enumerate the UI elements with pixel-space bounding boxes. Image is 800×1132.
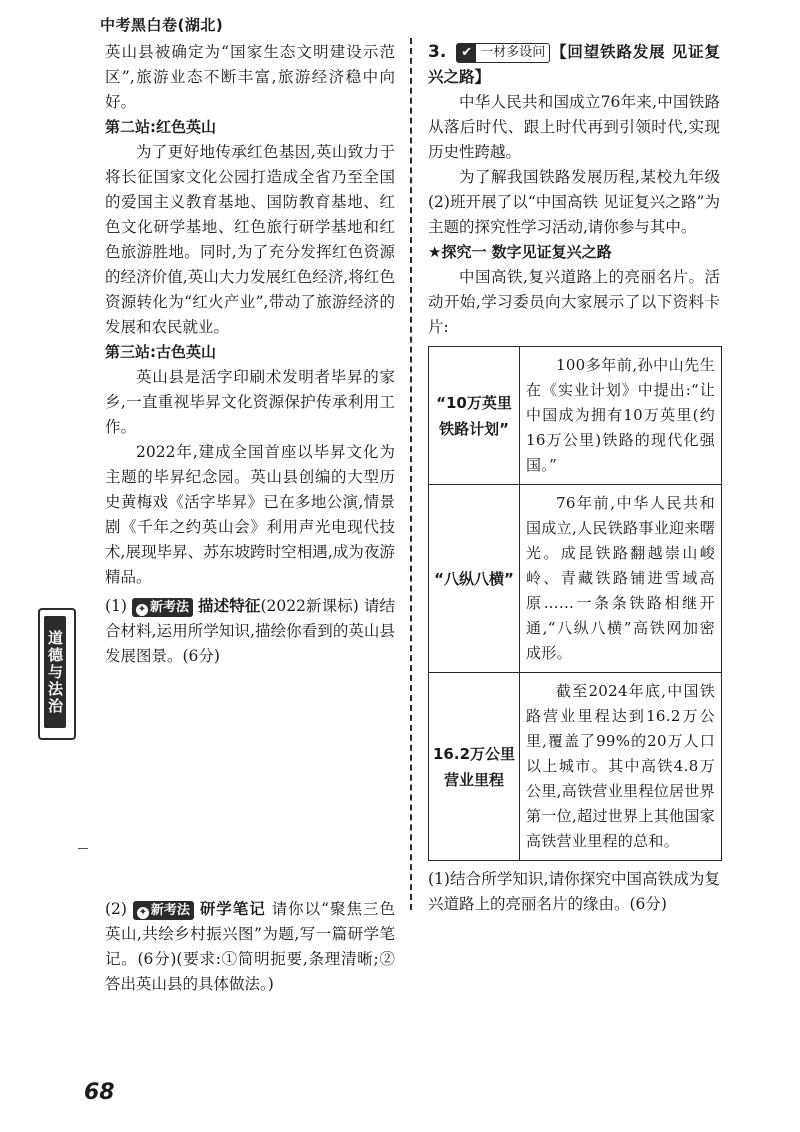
new-method-tag: ✦ 新考法	[132, 598, 193, 617]
bulb-icon: ✦	[137, 604, 147, 615]
station2-text: 为了更好地传承红色基因,英山致力于将长征国家文化公园打造成全省乃至全国的爱国主义教育基地、国防教育基地、红色文化研学基地、红色旅行研学基地和红色旅游胜地。同时,为了充分发挥红色资源的经济价值,英山大力发展红色经济,将红色资源转化为“红火产业”,带动了旅游经济的发展和农民就业。	[105, 143, 395, 336]
q3-para2: 为了解我国铁路发展历程,某校九年级(2)班开展了以“中国高铁 见证复兴之路”为主题的探究性学习活动,请你参与其中。	[428, 168, 720, 236]
card-value: 76年前,中华人民共和国成立,人民铁路事业迎来曙光。成昆铁路翻越崇山峻岭、青藏铁路铺进雪域高原……一条条铁路相继开通,“八纵八横”高铁网加密成形。	[520, 485, 722, 673]
station3-text2: 2022年,建成全国首座以毕昇文化为主题的毕昇纪念园。英山县创编的大型历史黄梅戏《活字毕昇》已在多地公演,情景剧《千年之约英山会》利用声光电现代技术,展现毕昇、苏东坡跨时空相遇,成为夜游精品。	[105, 443, 395, 586]
new-method-tag: ✦ 新考法	[133, 901, 194, 920]
right-column	[428, 40, 720, 917]
q2-text: 请你以“聚焦三色英山,共绘乡村振兴图”为题,写一篇研学笔记。(6分)(要求:①简明扼要,条理清晰;②答出英山县的具体做法。)	[105, 900, 395, 993]
info-cards-table	[428, 346, 722, 861]
table-row	[429, 347, 722, 485]
q3-title: 【回望铁路发展 见证复兴之路】	[428, 43, 720, 86]
bulb-icon: ✦	[138, 907, 148, 918]
question-3-heading	[428, 40, 720, 90]
question-1	[105, 594, 395, 669]
subject-side-tab	[38, 608, 76, 740]
explore1-title: ★探究一 数字见证复兴之路	[428, 243, 612, 261]
left-column	[105, 40, 395, 997]
card-value: 截至2024年底,中国铁路营业里程达到16.2万公里,覆盖了99%的20万人口以上城市。其中高铁4.8万公里,高铁营业里程位居世界第一位,超过世界上其他国家高铁营业里程的总和。	[520, 673, 722, 861]
intro-text: 英山县被确定为“国家生态文明建设示范区”,旅游业态不断丰富,旅游经济稳中向好。	[105, 43, 395, 111]
table-row	[429, 485, 722, 673]
card-key: “10万英里铁路计划”	[429, 347, 520, 485]
question-2	[105, 897, 395, 997]
subject-label: 道德与法治	[44, 616, 66, 728]
topic-badge: ✔ 一材多设问	[456, 43, 550, 63]
station3-title: 第三站:古色英山	[105, 343, 216, 361]
q1-number: (1)	[105, 597, 127, 615]
q3-para1: 中华人民共和国成立76年来,中国铁路从落后时代、跟上时代再到引领时代,实现历史性跨越。	[428, 93, 720, 161]
card-key: “八纵八横”	[429, 485, 520, 673]
check-icon: ✔	[457, 44, 476, 62]
q2-keyword: 研学笔记	[199, 900, 266, 918]
q2-number: (2)	[105, 900, 127, 918]
page-header: 中考黑白卷(湖北)	[100, 16, 224, 34]
q1-keyword: 描述特征	[198, 597, 261, 615]
table-row	[429, 673, 722, 861]
q1-source: (2022新课标)	[260, 597, 359, 615]
column-divider	[410, 38, 412, 910]
q1-text: 请结合材料,运用所学知识,描绘你看到的英山县发展图景。(6分)	[105, 597, 395, 665]
station2-title: 第二站:红色英山	[105, 118, 216, 136]
page-number: 68	[84, 1080, 115, 1105]
station3-text1: 英山县是活字印刷术发明者毕昇的家乡,一直重视毕昇文化资源保护传承利用工作。	[105, 368, 395, 436]
q3-para3: 中国高铁,复兴道路上的亮丽名片。活动开始,学习委员向大家展示了以下资料卡片:	[428, 268, 720, 336]
q3-number: 3.	[428, 42, 447, 62]
card-value: 100多年前,孙中山先生在《实业计划》中提出:“让中国成为拥有10万英里(约16万公里)铁路的现代化强国。”	[520, 347, 722, 485]
card-key: 16.2万公里营业里程	[429, 673, 520, 861]
q3-sub1: (1)结合所学知识,请你探究中国高铁成为复兴道路上的亮丽名片的缘由。(6分)	[428, 870, 720, 913]
margin-mark	[78, 848, 88, 849]
